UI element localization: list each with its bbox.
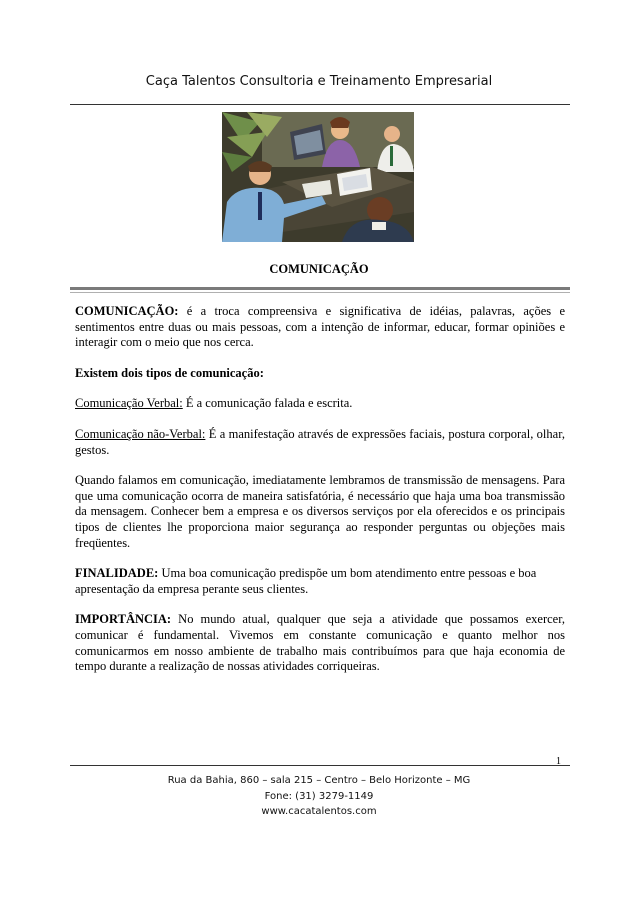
purpose-paragraph	[75, 566, 565, 597]
heading-divider-thick	[70, 287, 570, 290]
definition-term: COMUNICAÇÃO:	[75, 304, 179, 318]
footer	[0, 773, 638, 820]
footer-address: Rua da Bahia, 860 – sala 215 – Centro – Belo Horizonte – MG	[167, 775, 471, 786]
header-divider	[70, 104, 570, 105]
footer-divider	[70, 765, 570, 766]
nonverbal-label: Comunicação não-Verbal:	[75, 426, 206, 441]
heading-divider-thin	[70, 292, 570, 293]
verbal-text: É a comunicação falada e escrita.	[182, 396, 353, 411]
page-number: 1	[556, 756, 561, 767]
document-body	[75, 304, 565, 690]
footer-website: www.cacatalentos.com	[261, 806, 377, 817]
footer-phone: Fone: (31) 3279-1149	[264, 790, 374, 802]
purpose-text: Uma boa comunicação predispõe um bom atendimento entre pessoas e boa apresentação da empresa perante seus clientes.	[75, 566, 537, 596]
importance-label: IMPORTÂNCIA:	[75, 612, 172, 627]
verbal-paragraph	[75, 396, 565, 412]
document-heading: COMUNICAÇÃO	[269, 262, 369, 276]
types-heading: Existem dois tipos de comunicação:	[75, 365, 264, 380]
nonverbal-text: É a manifestação através de expressões faciais, postura corporal, olhar, gestos.	[75, 426, 565, 457]
importance-paragraph	[75, 612, 565, 674]
importance-text: No mundo atual, qualquer que seja a atividade que possamos exercer, comunicar é fundamental. Vivemos em constante comunicação e quanto melhor nos comunicarmos em nosso ambiente de trabalho mais contribuímos para que haja economia de tempo durante a realização de nossas atividades corriqueiras.	[75, 612, 565, 674]
transmission-paragraph: Quando falamos em comunicação, imediatamente lembramos de transmissão de mensagens. Para que uma comunicação ocorra de maneira satisfatória, é necessário que haja uma boa transmissão da mensagem. Conhecer bem a empresa e os diversos serviços por ela oferecidos e os principais tipos de clientes lhe proporciona maior segurança ao responder perguntas ou objeções mais freqüentes.	[75, 473, 565, 550]
header-title: Caça Talentos Consultoria e Treinamento Empresarial	[145, 74, 493, 89]
definition-paragraph	[75, 304, 565, 351]
definition-text: é a troca compreensiva e significativa de idéias, palavras, ações e sentimentos entre duas ou mais pessoas, com a intenção de informar, educar, formar opiniões e interagir com o meio que nos cerca.	[75, 304, 565, 350]
meeting-illustration	[222, 112, 414, 242]
nonverbal-paragraph	[75, 427, 565, 458]
types-heading-paragraph	[75, 366, 565, 382]
purpose-label: FINALIDADE:	[75, 566, 159, 581]
verbal-label: Comunicação Verbal:	[75, 396, 183, 411]
